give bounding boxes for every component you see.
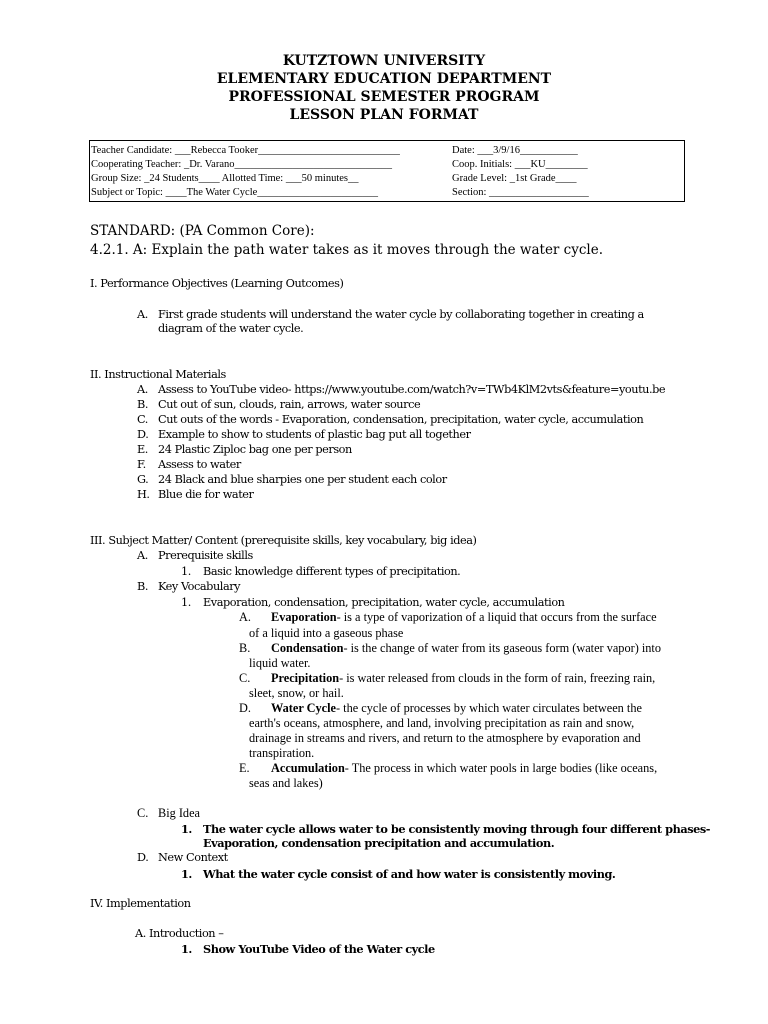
- vocab-condensation-cont: liquid water.: [249, 656, 311, 670]
- vocab-evaporation-cont: of a liquid into a gaseous phase: [249, 626, 404, 640]
- vocab-marker: A.: [239, 610, 251, 624]
- big-idea-line1: The water cycle allows water to be consistently moving through four different phases-: [203, 822, 711, 836]
- document-title-department: ELEMENTARY EDUCATION DEPARTMENT: [216, 71, 552, 87]
- vocab-precipitation: Precipitation- is water released from clouds in the form of rain, freezing rain,: [271, 671, 656, 685]
- material-item: 24 Black and blue sharpies one per student each color: [158, 473, 447, 486]
- new-context-marker: D.: [137, 851, 149, 864]
- vocab-accumulation-cont: seas and lakes): [249, 776, 323, 790]
- new-context-item: What the water cycle consist of and how water is consistently moving.: [203, 867, 616, 881]
- objective-a-marker: A.: [137, 308, 148, 321]
- document-title-institution: KUTZTOWN UNIVERSITY: [282, 53, 486, 69]
- material-item: Example to show to students of plastic bag put all together: [158, 428, 471, 441]
- vocab-marker: D.: [239, 701, 251, 715]
- introduction-item-marker: 1.: [181, 942, 192, 956]
- standard-text: 4.2.1. A: Explain the path water takes as it moves through the water cycle.: [90, 242, 604, 258]
- material-item: Assess to water: [158, 458, 241, 471]
- big-idea-label: Big Idea: [158, 806, 201, 820]
- subject-topic-field: Subject or Topic: ____The Water Cycle_______________________: [91, 187, 379, 198]
- objectives-heading: I. Performance Objectives (Learning Outcomes): [90, 277, 344, 290]
- introduction-item: Show YouTube Video of the Water cycle: [203, 942, 435, 956]
- key-vocabulary-marker: B.: [137, 580, 148, 593]
- date-field: Date: ___3/9/16___________: [452, 145, 578, 156]
- new-context-item-marker: 1.: [181, 867, 192, 881]
- key-vocabulary-label: Key Vocabulary: [158, 580, 241, 593]
- cooperating-teacher-field: Cooperating Teacher: _Dr. Varano______________________________: [91, 159, 392, 170]
- vocab-marker: E.: [239, 761, 250, 775]
- material-item: Cut outs of the words - Evaporation, condensation, precipitation, water cycle, accumulation: [158, 413, 644, 426]
- standard-heading: STANDARD: (PA Common Core):: [90, 223, 315, 239]
- vocab-evaporation: Evaporation- is a type of vaporization of a liquid that occurs from the surface: [271, 610, 657, 624]
- document-title-program: PROFESSIONAL SEMESTER PROGRAM: [228, 89, 540, 105]
- group-size-field: Group Size: _24 Students____ Allotted Time: ___50 minutes__: [91, 173, 359, 184]
- implementation-heading: IV. Implementation: [90, 897, 191, 910]
- materials-heading: II. Instructional Materials: [90, 368, 226, 381]
- prerequisite-item-marker: 1.: [181, 565, 191, 578]
- prerequisite-marker: A.: [137, 549, 148, 562]
- vocab-water-cycle-cont: transpiration.: [249, 746, 315, 760]
- key-vocabulary-item: Evaporation, condensation, precipitation, water cycle, accumulation: [203, 596, 565, 609]
- vocab-water-cycle-cont: earth's oceans, atmosphere, and land, involving precipitation as rain and snow,: [249, 716, 635, 730]
- material-marker: C.: [137, 413, 148, 426]
- vocab-condensation: Condensation- is the change of water from its gaseous form (water vapor) into: [271, 641, 662, 655]
- vocab-water-cycle-cont: drainage in streams and rivers, and return to the atmosphere by evaporation and: [249, 731, 641, 745]
- vocab-precipitation-cont: sleet, snow, or hail.: [249, 686, 344, 700]
- coop-initials-field: Coop. Initials: ___KU________: [452, 159, 588, 170]
- vocab-marker: B.: [239, 641, 251, 655]
- objective-a-line1: First grade students will understand the water cycle by collaborating together in creating a: [158, 308, 644, 321]
- material-marker: E.: [137, 443, 148, 456]
- material-marker: G.: [137, 473, 149, 486]
- big-idea-marker: C.: [137, 806, 149, 820]
- key-vocabulary-item-marker: 1.: [181, 596, 191, 609]
- prerequisite-item: Basic knowledge different types of precipitation.: [203, 565, 461, 578]
- material-item: Cut out of sun, clouds, rain, arrows, water source: [158, 398, 421, 411]
- section-field: Section: ___________________: [452, 187, 589, 198]
- document-title-format: LESSON PLAN FORMAT: [289, 107, 479, 123]
- material-marker: H.: [137, 488, 150, 501]
- big-idea-item-marker: 1.: [181, 822, 192, 836]
- material-item: Blue die for water: [158, 488, 254, 501]
- material-item: Assess to YouTube video- https://www.youtube.com/watch?v=TWb4KlM2vts&feature=youtu.be: [158, 383, 666, 396]
- material-marker: F.: [137, 458, 146, 471]
- subject-matter-heading: III. Subject Matter/ Content (prerequisite skills, key vocabulary, big idea): [90, 534, 477, 547]
- vocab-water-cycle: Water Cycle- the cycle of processes by which water circulates between the: [271, 701, 642, 715]
- new-context-label: New Context: [158, 851, 228, 864]
- big-idea-line2: Evaporation, condensation precipitation and accumulation.: [203, 836, 555, 850]
- grade-level-field: Grade Level: _1st Grade____: [452, 173, 577, 184]
- vocab-accumulation: Accumulation- The process in which water pools in large bodies (like oceans,: [271, 761, 658, 775]
- introduction-label: A. Introduction –: [135, 927, 224, 940]
- material-marker: D.: [137, 428, 149, 441]
- objective-a-line2: diagram of the water cycle.: [158, 322, 304, 335]
- teacher-candidate-field: Teacher Candidate: ___Rebecca Tooker___________________________: [91, 145, 400, 156]
- prerequisite-label: Prerequisite skills: [158, 549, 253, 562]
- vocab-marker: C.: [239, 671, 251, 685]
- material-item: 24 Plastic Ziploc bag one per person: [158, 443, 352, 456]
- material-marker: A.: [137, 383, 148, 396]
- material-marker: B.: [137, 398, 148, 411]
